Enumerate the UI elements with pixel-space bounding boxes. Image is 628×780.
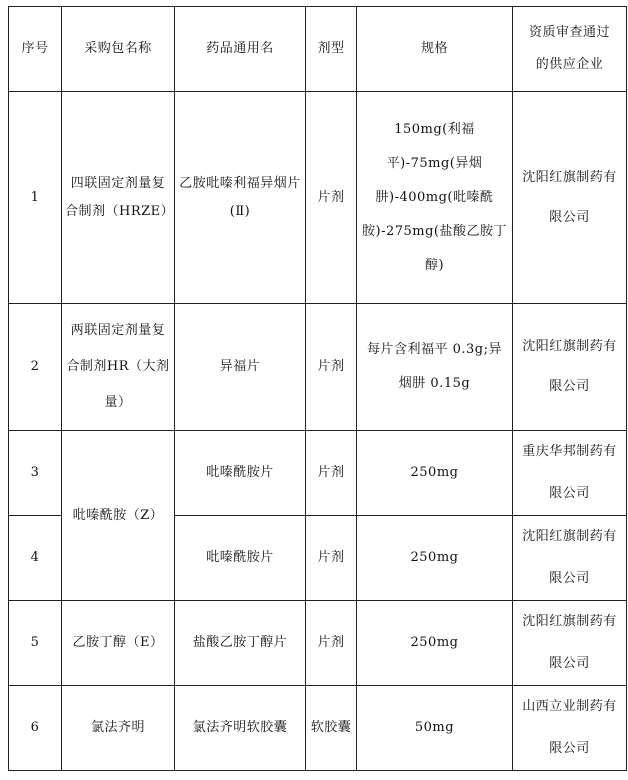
cell-spec: 150mg(利福平)-75mg(异烟肼)-400mg(吡嗪酰胺)-275mg(盐酸乙胺丁醇): [357, 92, 513, 304]
header-row: [9, 7, 627, 92]
header-supplier: [513, 7, 627, 92]
cell-spec: 250mg: [357, 601, 513, 686]
header-spec: 规格: [357, 7, 513, 92]
cell-supplier: 山西立业制药有限公司: [513, 686, 627, 771]
cell-supplier: 重庆华邦制药有限公司: [513, 431, 627, 516]
table-row: [9, 304, 627, 431]
cell-form: 片剂: [306, 92, 357, 304]
cell-form: 片剂: [306, 304, 357, 431]
cell-supplier: 沈阳红旗制药有限公司: [513, 92, 627, 304]
cell-form: 片剂: [306, 431, 357, 516]
cell-form: 软胶囊: [306, 686, 357, 771]
cell-supplier: 沈阳红旗制药有限公司: [513, 516, 627, 601]
table-row: [9, 601, 627, 686]
cell-generic: 异福片: [175, 304, 306, 431]
cell-spec: 每片含利福平 0.3g;异烟肼 0.15g: [357, 304, 513, 431]
header-supplier-line1: 资质审查通过: [528, 25, 610, 40]
header-package: 采购包名称: [62, 7, 175, 92]
table-row: [9, 431, 627, 516]
cell-seq: 6: [9, 686, 62, 771]
table-row: [9, 686, 627, 771]
cell-form: 片剂: [306, 601, 357, 686]
cell-seq: 4: [9, 516, 62, 601]
cell-spec: 50mg: [357, 686, 513, 771]
cell-generic: 乙胺吡嗪利福异烟片(Ⅱ): [175, 92, 306, 304]
cell-supplier: 沈阳红旗制药有限公司: [513, 304, 627, 431]
cell-form: 片剂: [306, 516, 357, 601]
header-supplier-line2: 的供应企业: [535, 57, 604, 72]
cell-seq: 5: [9, 601, 62, 686]
header-seq: 序号: [9, 7, 62, 92]
procurement-table: [8, 6, 627, 771]
cell-seq: 1: [9, 92, 62, 304]
cell-generic: 盐酸乙胺丁醇片: [175, 601, 306, 686]
header-generic: 药品通用名: [175, 7, 306, 92]
header-form: 剂型: [306, 7, 357, 92]
cell-spec: 250mg: [357, 516, 513, 601]
cell-package: 乙胺丁醇（E）: [62, 601, 175, 686]
cell-generic: 吡嗪酰胺片: [175, 516, 306, 601]
cell-generic: 吡嗪酰胺片: [175, 431, 306, 516]
cell-package: 吡嗪酰胺（Z）: [62, 431, 175, 601]
cell-package: 氯法齐明: [62, 686, 175, 771]
cell-package: 四联固定剂量复合制剂（HRZE）: [62, 92, 175, 304]
cell-spec: 250mg: [357, 431, 513, 516]
cell-seq: 3: [9, 431, 62, 516]
table-row: [9, 92, 627, 304]
cell-supplier: 沈阳红旗制药有限公司: [513, 601, 627, 686]
cell-generic: 氯法齐明软胶囊: [175, 686, 306, 771]
cell-seq: 2: [9, 304, 62, 431]
cell-package: 两联固定剂量复合制剂HR（大剂量）: [62, 304, 175, 431]
